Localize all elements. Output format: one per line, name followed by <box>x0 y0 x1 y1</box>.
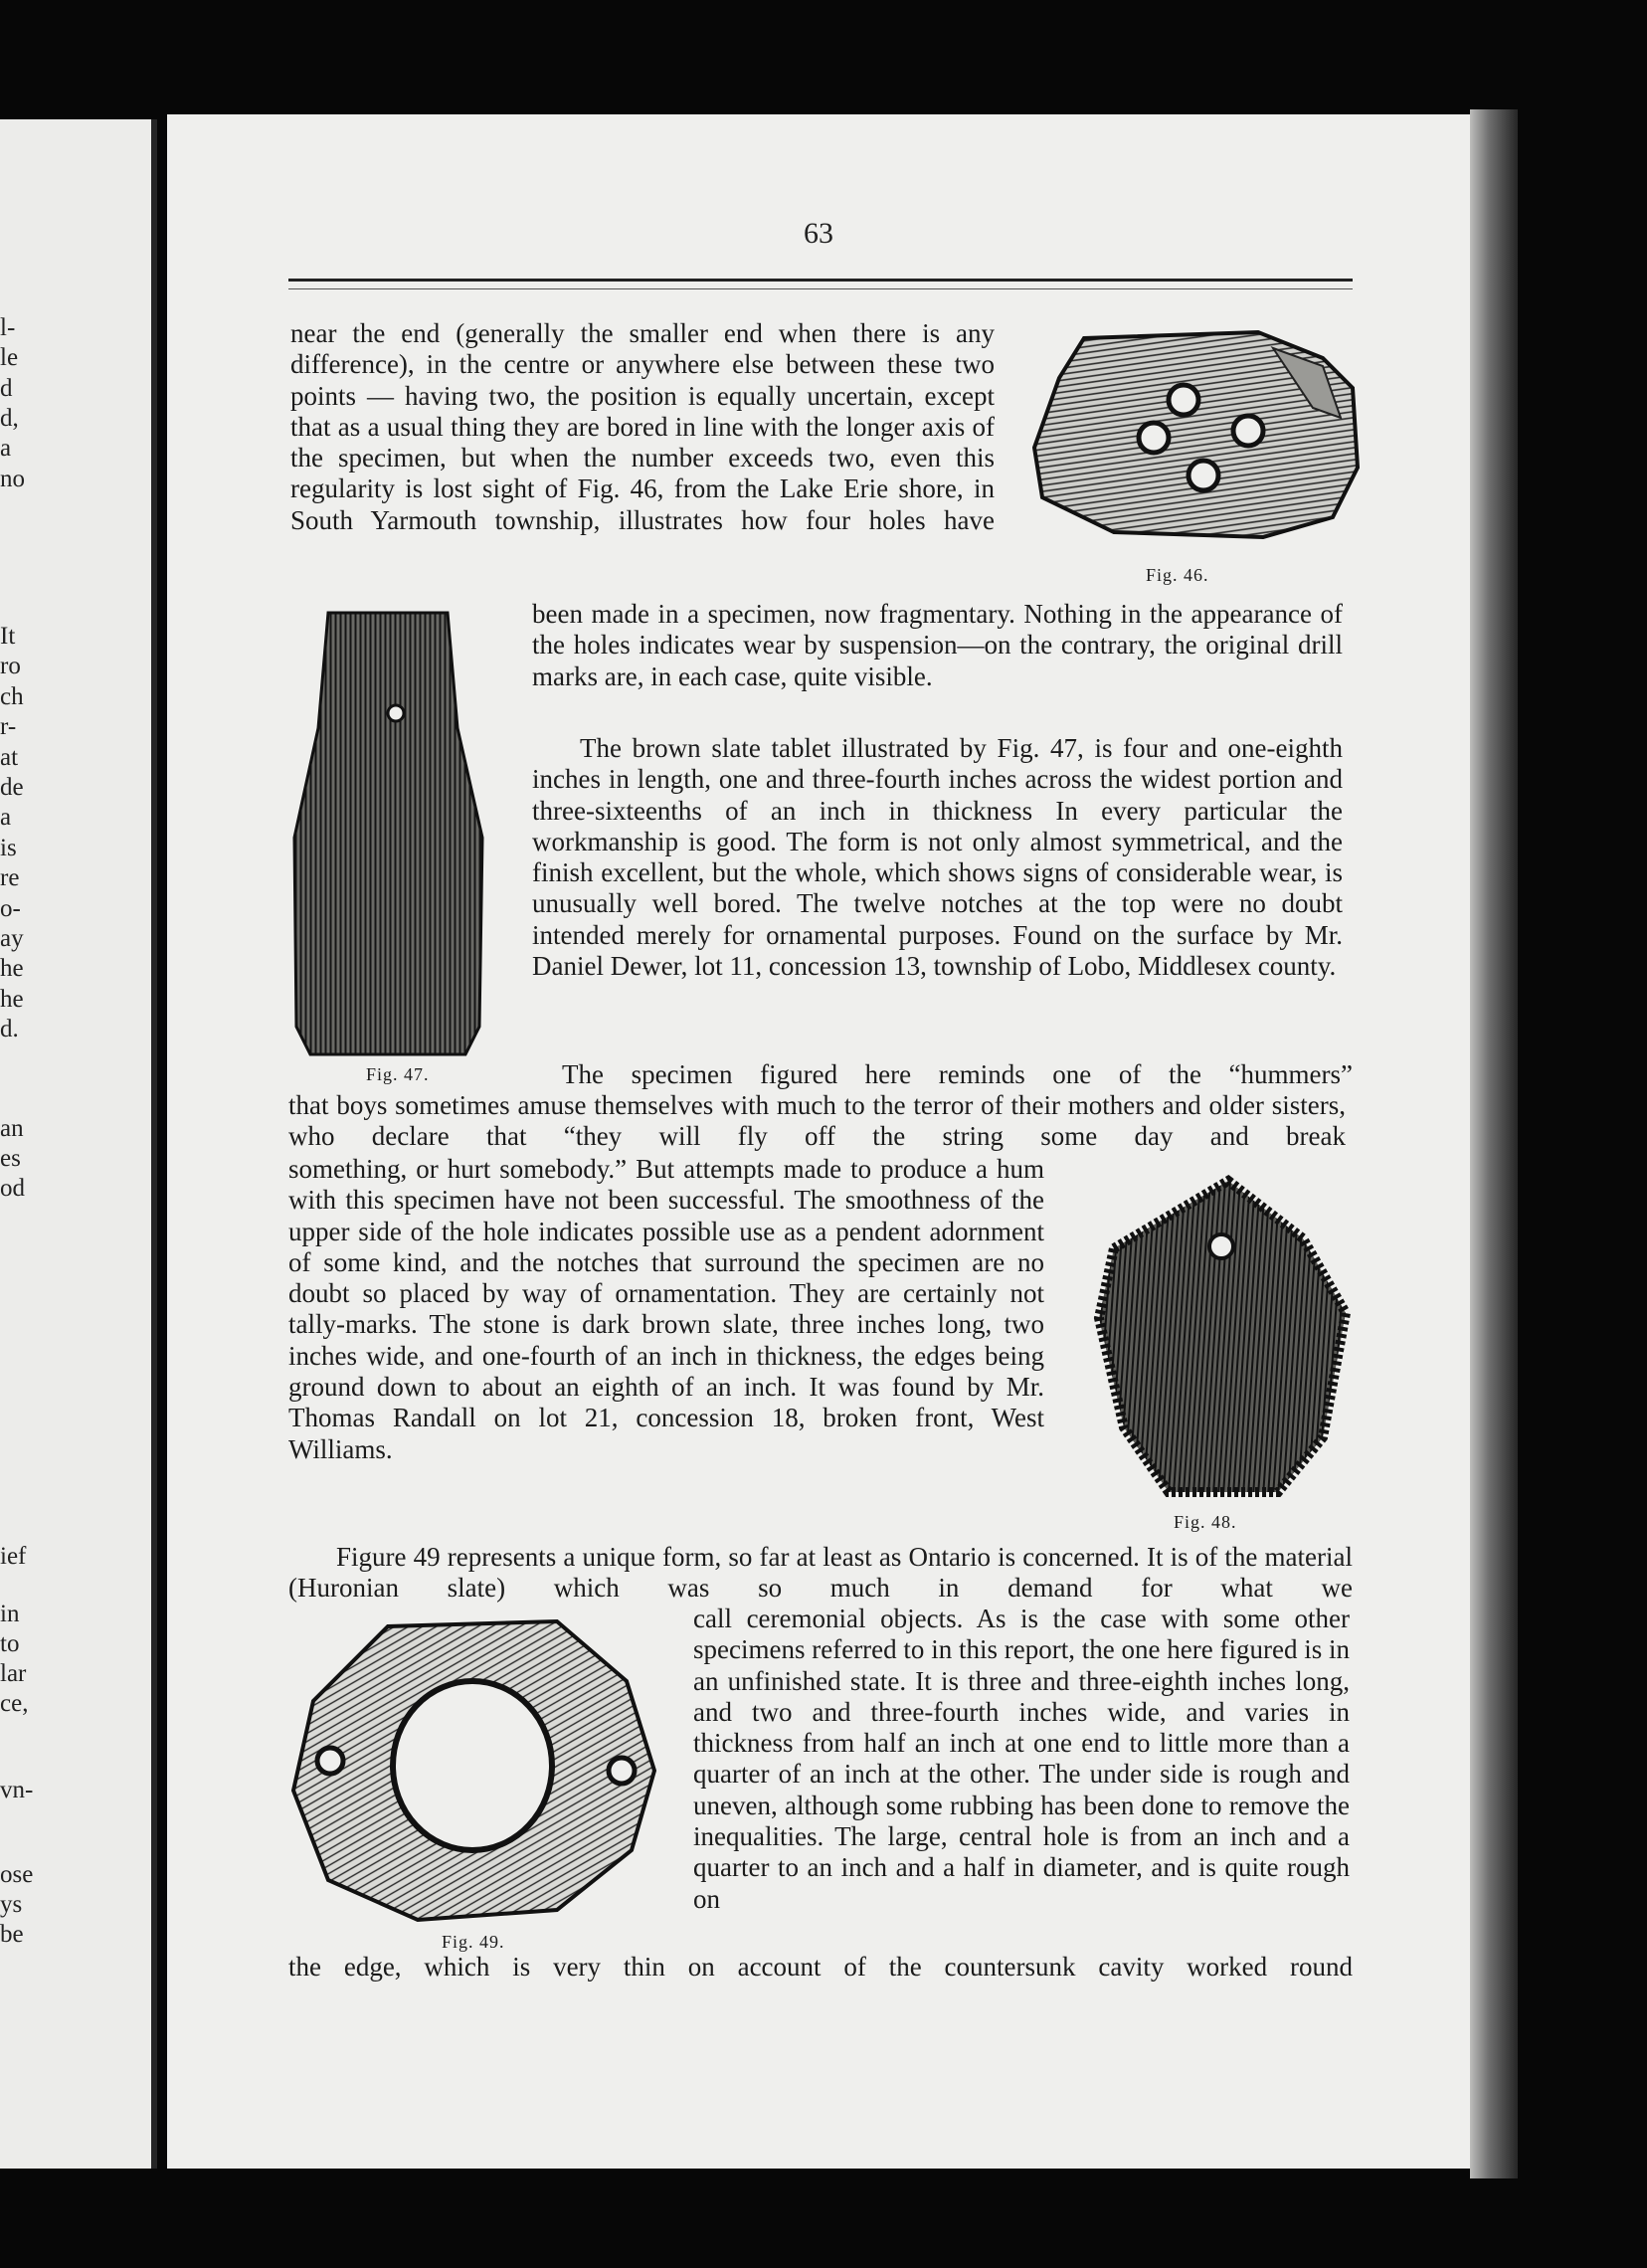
figure-49-caption: Fig. 49. <box>442 1932 505 1952</box>
left-page-stub-text: de <box>0 774 24 801</box>
figure-47-caption: Fig. 47. <box>366 1064 430 1084</box>
left-page-stub-text: vn- <box>0 1777 34 1803</box>
left-page-stub-text: he <box>0 986 24 1013</box>
left-page-stub-text: at <box>0 744 19 771</box>
left-page-stub-text: ro <box>0 653 21 679</box>
left-page-stub-text: a <box>0 804 12 831</box>
figure-47-illustration <box>288 609 487 1061</box>
left-page-stub-text: od <box>0 1175 25 1202</box>
paragraph-1-wrapped: near the end (generally the smaller end when there is any difference), in the centre or anywhere else between these two points — having two, the position is equally uncertain, except that as a usual thing they are bored in line with the longer axis of the specimen, but when the number exceeds two, even this regularity is lost sight of Fig. 46, from the Lake Erie shore, in South Yarmouth township, illustrates how four holes have <box>290 318 995 535</box>
left-page-stub-text: in <box>0 1601 20 1627</box>
left-page-stub-text: r- <box>0 713 17 740</box>
left-page-stub-text: ce, <box>0 1690 29 1717</box>
figure-48-illustration <box>1089 1169 1358 1507</box>
header-rule-thin <box>288 288 1353 289</box>
figure-46-caption: Fig. 46. <box>1146 565 1209 585</box>
left-page-stub-text: es <box>0 1145 21 1172</box>
paragraph-4-wrapped: call ceremonial objects. As is the case with some other specimens referred to in this report, the one here figured is in an unfinished state. It is three and three-eighth inches long, and two and three-fourth inches wide, and varies in thickness from half an inch at one end to little more than a quarter of an inch at the other. The under side is rough and uneven, although some rubbing has been done to remove the inequalities. The large, central hole is from an inch and a quarter to an inch and a half in diameter, and is quite rough on <box>693 1604 1350 1914</box>
left-page-stub-text: l- <box>0 314 16 341</box>
left-page-stub-text: lar <box>0 1660 27 1687</box>
figure-46-illustration <box>1024 328 1372 567</box>
left-page-stub-text: ys <box>0 1891 23 1918</box>
left-page-stub-text: ay <box>0 925 24 952</box>
paragraph-1-continued: been made in a specimen, now fragmentary. Nothing in the appearance of the holes indicates wear by suspension—on the contrary, the original drill marks are, in each case, quite visible. <box>532 599 1343 691</box>
paragraph-4-last-line: the edge, which is very thin on account of the countersunk cavity worked round <box>288 1952 1353 1982</box>
left-page-stub-text: ief <box>0 1543 27 1570</box>
left-page-stub-text: d <box>0 375 13 402</box>
header-rule <box>288 279 1353 282</box>
figure-49-illustration <box>288 1611 656 1930</box>
left-page-stub-text: ose <box>0 1861 34 1888</box>
paragraph-3-wrapped: something, or hurt somebody.” But attempts made to produce a hum with this specimen have not been successful. The smoothness of the upper side of the hole indicates possible use as a pendent adornment of some kind, and the notches that surround the specimen are no doubt so placed by way of ornamentation. They are certainly not tally-marks. The stone is dark brown slate, three inches long, two inches wide, and one-fourth of an inch in thickness, the edges being ground down to about an eighth of an inch. It was found by Mr. Thomas Randall on lot 21, concession 18, broken front, West Williams. <box>288 1154 1044 1464</box>
left-page-stub-text: d. <box>0 1016 19 1042</box>
left-page-stub-text: a <box>0 435 12 462</box>
paragraph-3-full-width: that boys sometimes amuse themselves with much to the terror of their mothers and older sisters, who declare that “they will fly off the string some day and break <box>288 1090 1346 1152</box>
left-page-stub-text: It <box>0 623 16 650</box>
left-page-stub-text: d, <box>0 405 19 432</box>
left-page-stub-text: o- <box>0 895 21 922</box>
paragraph-2: The brown slate tablet illustrated by Fig. 47, is four and one-eighth inches in length, one and three-fourth inches across the widest portion and three-sixteenths of an inch in thickness In every particular the workmanship is good. The form is not only almost symmetrical, and the finish excellent, but the whole, which shows signs of considerable wear, is unusually well bored. The twelve notches at the top were no doubt intended merely for ornamental purposes. Found on the surface by Mr. Daniel Dewer, lot 11, concession 13, township of Lobo, Middlesex county. <box>532 733 1343 982</box>
left-page-stub-text: ch <box>0 683 24 710</box>
left-page-stub-text: an <box>0 1115 24 1142</box>
page-number: 63 <box>804 217 833 250</box>
book-edge <box>1470 109 1518 2178</box>
left-page-stub-text: to <box>0 1630 20 1657</box>
left-page-stub-text: le <box>0 344 19 371</box>
left-page-stub-text: be <box>0 1921 24 1948</box>
figure-48-caption: Fig. 48. <box>1174 1512 1237 1532</box>
paragraph-3-first-line: The specimen figured here reminds one of the “hummers” <box>562 1059 1353 1089</box>
left-facing-page <box>0 119 157 2169</box>
gutter-line <box>151 119 157 2169</box>
paragraph-4-full-width: Figure 49 represents a unique form, so far at least as Ontario is concerned. It is of the material (Huronian slate) which was so much in demand for what we <box>288 1542 1353 1604</box>
left-page-stub-text: re <box>0 864 20 891</box>
left-page-stub-text: is <box>0 835 17 861</box>
left-page-stub-text: he <box>0 955 24 982</box>
left-page-stub-text: no <box>0 466 25 492</box>
